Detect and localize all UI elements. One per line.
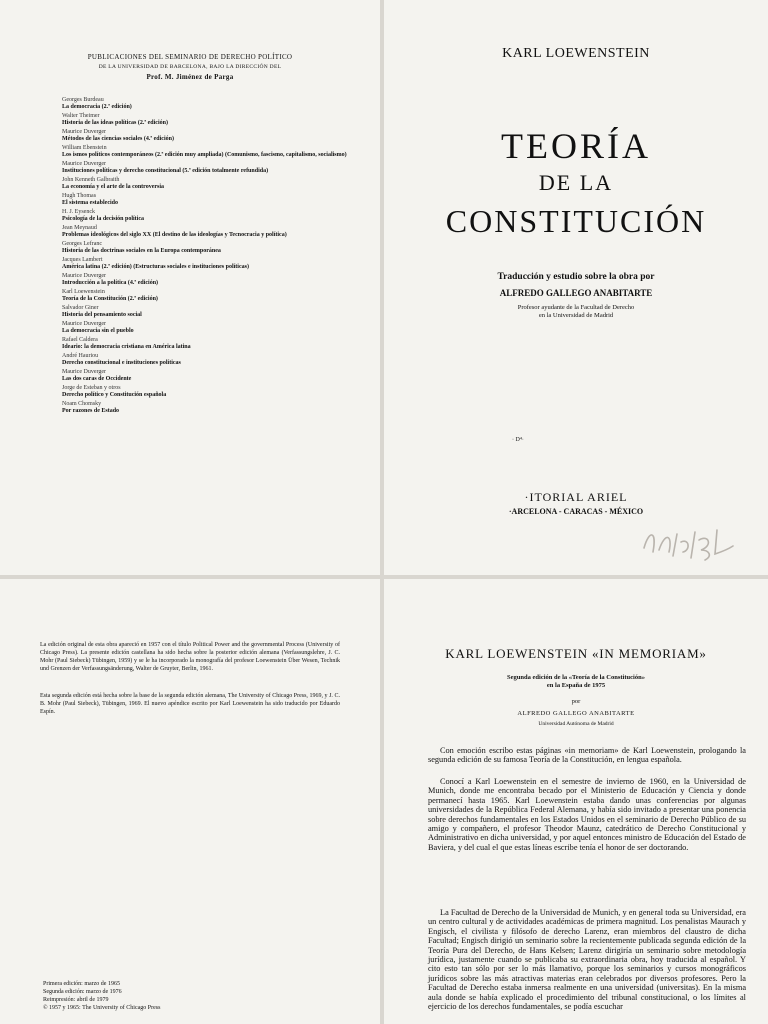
catalog-entry-title: La economía y el arte de la controversia [62,184,165,190]
catalog-entry-author: Maurice Duverger [62,129,107,135]
page-copyright [0,579,380,1024]
book-title-line-2: DE LA [538,170,614,195]
edition-line: © 1957 y 1965: The University of Chicago Press [43,1005,161,1011]
catalog-entry-author: André Hauriou [62,353,99,359]
edition-line: Segunda edición: marzo de 1976 [43,989,122,995]
catalog-entry-title: Historia de las doctrinas sociales en la Europa contemporánea [62,248,221,254]
memoriam-paragraph-2: Conocí a Karl Loewenstein en el semestre de invierno de 1960, en la Universidad de Munich, donde me encontraba becado por el Ministerio de Educación y Ciencia y donde permanecí hasta 1965. Karl Loewenstein estaba dando unas conferencias por algunas universidades de la República Federal Alemana, y había sido invitado a presentar una ponencia sobre derechos fundamentales en los Estados Unidos en el seminario de Derecho Público de su amigo y compañero, el profesor Theodor Maunz, catedrático de Derecho Constitucional y Administrativo en dicha universidad, y por aquel entonces ministro de Educación del Estado de Baviera, y del cual el que estas líneas escribe tenía el honor de ser doctorando. [428,777,746,852]
page-title-page [384,0,768,575]
translator-affiliation [384,304,768,320]
catalog-entry-author: Maurice Duverger [62,321,107,327]
translator-name: ALFREDO GALLEGO ANABITARTE [499,288,653,298]
catalog-entry-title: Historia de las ideas políticas (2.ª edición) [62,120,168,126]
catalog-entry-author: Walter Theimer [62,113,100,119]
original-edition-notice: La edición original de esta obra apareció en 1957 con el título Political Power and the governmental Process (University of Chicago Press). La presente edición castellana ha sido hecha sobre la posterior edición alemana (Verfassungslehre, J. C. Mohr (Paul Siebeck) Tübingen, 1959) y se le ha incorporado la monografía del profesor Loewenstein Über Wesen, Technik und Grenzen der Verfassungsänderung, Walter de Gruyter, Berlin, 1961. [40,642,340,672]
catalog-entry-title: Problemas ideológicos del siglo XX (El destino de las ideologías y Tecnocracia y política) [62,232,287,238]
page-in-memoriam [384,579,768,1024]
catalog-entry-title: Métodos de las ciencias sociales (4.ª edición) [62,136,174,142]
catalog-entry [62,385,362,399]
catalog-entry [62,305,362,319]
catalog-entry-author: Salvador Giner [62,305,99,311]
catalog-entry-author: William Ebenstein [62,145,107,151]
catalog-entry-title: Por razones de Estado [62,408,120,414]
catalog-entry-author: Noam Chomsky [62,401,102,407]
publisher-name: ·ITORIAL ARIEL [524,490,628,504]
memoriam-subtitle-line-2: en la España de 1975 [546,682,606,689]
catalog-entry [62,401,362,415]
catalog-entry-author: John Kenneth Galbraith [62,177,120,183]
catalog-entry [62,97,362,111]
memoriam-title: KARL LOEWENSTEIN «IN MEMORIAM» [445,646,707,661]
catalog-entry [62,113,362,127]
catalog-entry-title: Las dos caras de Occidente [62,376,132,382]
catalog-entry [62,225,362,239]
catalog-entry-title: Derecho político y Constitución española [62,392,167,398]
catalog-entry-title: Derecho constitucional e instituciones políticas [62,360,181,366]
series-line-1: PUBLICACIONES DEL SEMINARIO DE DERECHO POLÍTICO [87,53,293,61]
edition-line: Primera edición: marzo de 1965 [43,981,120,987]
memoriam-by: por [571,698,581,705]
catalog-entry-title: América latina (2.ª edición) (Estructuras sociales e instituciones políticas) [62,264,249,270]
memoriam-paragraph-3: La Facultad de Derecho de la Universidad de Munich, y en general toda su Universidad, era un centro cultural y de actividades académicas de primera magnitud. Los penalistas Maurach y Engisch, el civilista y filósofo de derecho Larenz, eran miembros del claustro de dicha Facultad; Engisch dirigió un seminario sobre la recientemente publicada segunda edición de la Teoría Pura del Derecho, de Hans Kelsen; Larenz dirigiría un seminario sobre metodología jurídica, justamente cuando se publicaba su extraordinaria obra, hoy traducida al español. Y cito esto tan sólo por ser lo más llamativo, porque los seminarios y cursos monográficos jurídicos sobre las más atractivas materias eran celebrados por diversos profesores. Pero la Facultad de Derecho estaba inmersa realmente en una universidad (universitas). En la misma aula donde se había explicado el procedimiento del tribunal constitucional, o los límites al ejercicio de los derechos fundamentales, se podía escuchar [428,908,746,1012]
catalog-entry-author: Jacques Lambert [62,257,103,263]
catalog-list [62,97,362,417]
catalog-entry [62,257,362,271]
catalog-entry-title: Introducción a la política (4.ª edición) [62,280,159,286]
catalog-entry-author: Georges Burdeau [62,97,104,103]
handwritten-scrawl-icon [639,520,739,565]
catalog-entry [62,369,362,383]
catalog-entry [62,289,362,303]
catalog-entry-author: Karl Loewenstein [62,289,105,295]
catalog-entry-title: La democracia sin el pueblo [62,328,134,334]
memoriam-university: Universidad Autónoma de Madrid [538,721,614,727]
translation-credit: Traducción y estudio sobre la obra por [497,272,655,282]
memoriam-subtitle [384,674,768,690]
catalog-entry-author: Georges Lefranc [62,241,103,247]
catalog-entry-author: H. J. Eysenck [62,209,95,215]
second-edition-notice: Esta segunda edición está hecha sobre la base de la segunda edición alemana, The University of Chicago Press, 1969, y J. C. B. Mohr (Paul Siebeck), Tübingen, 1969. El nuevo apéndice escrito por Karl Loewenstein ha sido traducido por Eduardo Espín. [40,693,340,715]
edition-history [43,980,293,1012]
book-author: KARL LOEWENSTEIN [502,46,650,61]
page-series-catalog [0,0,380,575]
catalog-entry [62,337,362,351]
translator-affiliation-line-2: en la Universidad de Madrid [538,312,614,319]
memoriam-paragraph-1: Con emoción escribo estas páginas «in memoriam» de Karl Loewenstein, prologando la segunda edición de su famosa Teoría de la Constitución, en lengua española. [428,746,746,765]
catalog-entry [62,129,362,143]
catalog-entry [62,273,362,287]
catalog-entry [62,161,362,175]
catalog-entry-title: Ideario: la democracia cristiana en América latina [62,344,191,350]
series-header [40,52,340,82]
catalog-entry [62,209,362,223]
catalog-entry-author: Rafael Caldera [62,337,98,343]
catalog-entry [62,241,362,255]
catalog-entry-author: Jorge de Esteban y otros [62,385,121,391]
catalog-entry-title: Historia del pensamiento social [62,312,142,318]
catalog-entry-title: La democracia (2.ª edición) [62,104,132,110]
publisher-cities: ·ARCELONA - CARACAS - MÉXICO [508,507,644,516]
catalog-entry-title: Instituciones políticas y derecho constitucional (5.ª edición totalmente refundida) [62,168,269,174]
catalog-entry-title: Los ismos políticos contemporáneos (2.ª edición muy ampliada) (Comunismo, fascismo, capitalismo, socialismo) [62,152,347,158]
catalog-entry [62,353,362,367]
catalog-entry-author: Hugh Thomas [62,193,97,199]
catalog-entry-author: Jean Meynaud [62,225,97,231]
edition-line: Reimpresión: abril de 1979 [43,997,109,1003]
catalog-entry-author: Maurice Duverger [62,369,107,375]
catalog-entry-title: Teoría de la Constitución (2.ª edición) [62,296,158,302]
catalog-entry-author: Maurice Duverger [62,161,107,167]
printer-mark: · D⁴· [512,437,524,443]
catalog-entry-title: El sistema establecido [62,200,118,206]
book-title-line-3: CONSTITUCIÓN [445,203,707,239]
memoriam-subtitle-line-1: Segunda edición de la «Teoría de la Constitución» [507,674,645,681]
catalog-entry [62,145,362,159]
catalog-entry [62,321,362,335]
catalog-entry-title: Psicología de la decisión política [62,216,144,222]
translator-affiliation-line-1: Profesor ayudante de la Facultad de Derecho [517,304,635,311]
memoriam-author: ALFREDO GALLEGO ANABITARTE [517,710,635,717]
series-line-2: DE LA UNIVERSIDAD DE BARCELONA, BAJO LA DIRECCIÓN DEL [98,64,282,70]
catalog-entry [62,177,362,191]
book-title-line-1: TEORÍA [501,126,651,166]
catalog-entry [62,193,362,207]
catalog-entry-author: Maurice Duverger [62,273,107,279]
series-director: Prof. M. Jiménez de Parga [146,73,234,81]
